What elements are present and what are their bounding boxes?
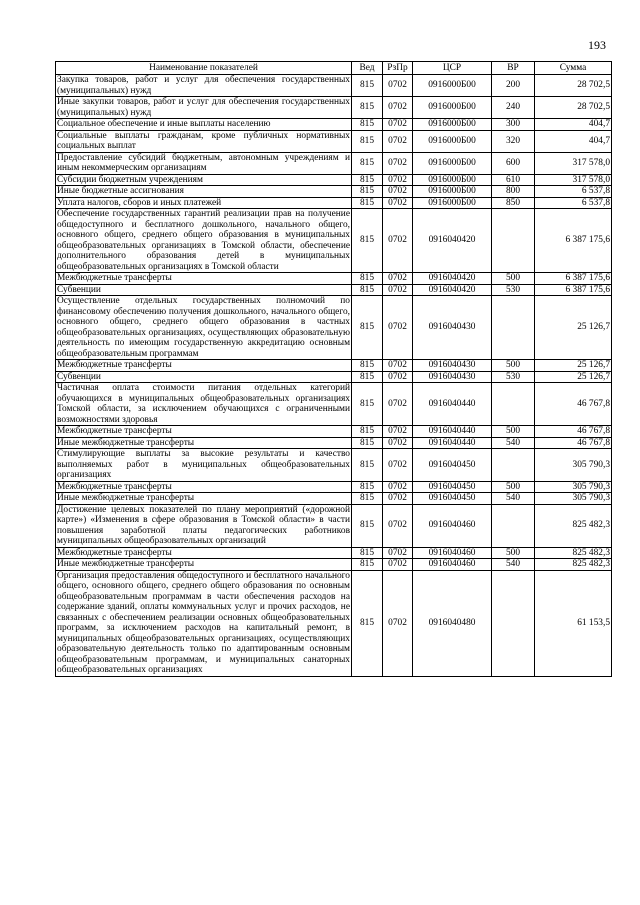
- cell-ved: 815: [352, 296, 383, 360]
- cell-name: Социальное обеспечение и иные выплаты населению: [56, 119, 352, 131]
- cell-rzpr: 0702: [383, 273, 413, 285]
- cell-name: Субсидии бюджетным учреждениям: [56, 174, 352, 186]
- table-row: [56, 186, 612, 198]
- cell-ved: 815: [352, 383, 383, 426]
- cell-ved: 815: [352, 559, 383, 571]
- cell-sum: 28 702,5: [535, 75, 612, 97]
- cell-vr: 850: [492, 197, 535, 209]
- cell-name: Стимулирующие выплаты за высокие результаты и качество выполняемых работ в муниципальных общеобразовательных организациях: [57, 449, 350, 480]
- cell-ved: 815: [352, 284, 383, 296]
- table-row: [56, 570, 612, 676]
- cell-sum: 25 126,7: [535, 296, 612, 360]
- cell-sum: 305 790,3: [535, 449, 612, 482]
- cell-csr: 0916000Б00: [413, 119, 492, 131]
- table-header-row: [56, 62, 612, 75]
- cell-sum: 46 767,8: [535, 437, 612, 449]
- cell-vr: [492, 383, 535, 426]
- cell-sum: 28 702,5: [535, 97, 612, 119]
- cell-csr: 0916000Б00: [413, 186, 492, 198]
- table-row: [56, 273, 612, 285]
- cell-name: Субвенции: [56, 371, 352, 383]
- cell-sum: 404,7: [535, 119, 612, 131]
- cell-name: Субвенции: [56, 284, 352, 296]
- table-row: [56, 296, 612, 360]
- cell-sum: 6 387 175,6: [535, 209, 612, 273]
- table-row: [56, 197, 612, 209]
- cell-csr: 0916000Б00: [413, 130, 492, 152]
- cell-ved: 815: [352, 371, 383, 383]
- cell-csr: 0916000Б00: [413, 152, 492, 174]
- cell-rzpr: 0702: [383, 97, 413, 119]
- cell-name: Социальные выплаты гражданам, кроме публичных нормативных социальных выплат: [57, 130, 350, 151]
- cell-rzpr: 0702: [383, 209, 413, 273]
- cell-rzpr: 0702: [383, 197, 413, 209]
- cell-vr: [492, 570, 535, 676]
- cell-ved: 815: [352, 174, 383, 186]
- cell-csr: 0916040420: [413, 284, 492, 296]
- cell-sum: 6 387 175,6: [535, 284, 612, 296]
- cell-rzpr: 0702: [383, 130, 413, 152]
- table-row: [56, 559, 612, 571]
- cell-ved: 815: [352, 75, 383, 97]
- cell-name: Иные межбюджетные трансферты: [56, 437, 352, 449]
- cell-ved: 815: [352, 130, 383, 152]
- cell-name: Иные межбюджетные трансферты: [56, 559, 352, 571]
- cell-csr: 0916040420: [413, 209, 492, 273]
- cell-ved: 815: [352, 97, 383, 119]
- cell-ved: 815: [352, 504, 383, 547]
- cell-csr: 0916040430: [413, 360, 492, 372]
- cell-ved: 815: [352, 547, 383, 559]
- budget-table: [55, 61, 612, 677]
- table-row: [56, 437, 612, 449]
- cell-vr: 500: [492, 481, 535, 493]
- cell-sum: 305 790,3: [535, 493, 612, 505]
- table-row: [56, 209, 612, 273]
- cell-vr: 320: [492, 130, 535, 152]
- cell-name: Обеспечение государственных гарантий реализации прав на получение общедоступного и бесплатного дошкольного, начального общего, основного общего, среднего общего образования в муниципальных общеобразовательных организациях в Томской области, обеспечение дополнительного образования детей в муниципальных общеобразовательных организациях в Томской области: [57, 209, 350, 272]
- cell-vr: 540: [492, 559, 535, 571]
- cell-name: Межбюджетные трансферты: [56, 360, 352, 372]
- cell-sum: 46 767,8: [535, 383, 612, 426]
- header-sum: Сумма: [535, 62, 612, 75]
- cell-csr: 0916040440: [413, 426, 492, 438]
- cell-sum: 46 767,8: [535, 426, 612, 438]
- cell-vr: [492, 296, 535, 360]
- cell-ved: 815: [352, 360, 383, 372]
- cell-rzpr: 0702: [383, 481, 413, 493]
- cell-csr: 0916040460: [413, 504, 492, 547]
- cell-rzpr: 0702: [383, 426, 413, 438]
- cell-csr: 0916040450: [413, 481, 492, 493]
- cell-name: Иные бюджетные ассигнования: [56, 186, 352, 198]
- cell-name: Иные закупки товаров, работ и услуг для обеспечения государственных (муниципальных) нужд: [57, 97, 350, 118]
- cell-csr: 0916000Б00: [413, 97, 492, 119]
- cell-csr: 0916040460: [413, 559, 492, 571]
- cell-rzpr: 0702: [383, 449, 413, 482]
- cell-csr: 0916000Б00: [413, 75, 492, 97]
- cell-vr: 500: [492, 360, 535, 372]
- cell-sum: 825 482,3: [535, 504, 612, 547]
- cell-sum: 6 537,8: [535, 186, 612, 198]
- cell-sum: 825 482,3: [535, 559, 612, 571]
- table-row: [56, 75, 612, 97]
- cell-csr: 0916000Б00: [413, 197, 492, 209]
- cell-rzpr: 0702: [383, 493, 413, 505]
- table-row: [56, 360, 612, 372]
- cell-csr: 0916040430: [413, 371, 492, 383]
- cell-ved: 815: [352, 186, 383, 198]
- table-row: [56, 152, 612, 174]
- cell-sum: 317 578,0: [535, 152, 612, 174]
- cell-vr: 300: [492, 119, 535, 131]
- table-row: [56, 504, 612, 547]
- cell-sum: 25 126,7: [535, 371, 612, 383]
- cell-ved: 815: [352, 426, 383, 438]
- cell-sum: 305 790,3: [535, 481, 612, 493]
- header-vr: ВР: [492, 62, 535, 75]
- cell-vr: 200: [492, 75, 535, 97]
- cell-rzpr: 0702: [383, 284, 413, 296]
- cell-ved: 815: [352, 437, 383, 449]
- cell-rzpr: 0702: [383, 119, 413, 131]
- table-row: [56, 481, 612, 493]
- cell-name: Организация предоставления общедоступного и бесплатного начального общего, основного общего, среднего общего образования по основным общеобразовательным программам в части обеспечения расходов на содержание зданий, оплаты коммунальных услуг и прочих расходов, не связанных с обеспечением реализации основных общеобразовательных программ, за исключением расходов на капитальный ремонт, в муниципальных общеобразовательных организациях, осуществляющих образовательную деятельность только по адаптированным основным общеобразовательным программам, и муниципальных санаторных общеобразовательных организациях: [57, 570, 350, 675]
- table-row: [56, 547, 612, 559]
- cell-vr: [492, 449, 535, 482]
- cell-name: Закупка товаров, работ и услуг для обеспечения государственных (муниципальных) нужд: [57, 75, 350, 96]
- cell-vr: 500: [492, 426, 535, 438]
- cell-name: Иные межбюджетные трансферты: [56, 493, 352, 505]
- cell-csr: 0916040440: [413, 383, 492, 426]
- cell-name: Уплата налогов, сборов и иных платежей: [56, 197, 352, 209]
- cell-name: Межбюджетные трансферты: [56, 426, 352, 438]
- cell-rzpr: 0702: [383, 437, 413, 449]
- cell-vr: [492, 209, 535, 273]
- cell-ved: 815: [352, 481, 383, 493]
- table-row: [56, 119, 612, 131]
- cell-ved: 815: [352, 570, 383, 676]
- cell-csr: 0916040480: [413, 570, 492, 676]
- cell-sum: 25 126,7: [535, 360, 612, 372]
- cell-sum: 6 537,8: [535, 197, 612, 209]
- cell-rzpr: 0702: [383, 174, 413, 186]
- table-row: [56, 426, 612, 438]
- table-row: [56, 130, 612, 152]
- cell-csr: 0916040450: [413, 449, 492, 482]
- table-row: [56, 371, 612, 383]
- cell-rzpr: 0702: [383, 371, 413, 383]
- table-row: [56, 97, 612, 119]
- cell-rzpr: 0702: [383, 547, 413, 559]
- cell-ved: 815: [352, 197, 383, 209]
- cell-sum: 317 578,0: [535, 174, 612, 186]
- cell-rzpr: 0702: [383, 152, 413, 174]
- cell-csr: 0916040430: [413, 296, 492, 360]
- cell-name: Осуществление отдельных государственных полномочий по финансовому обеспечению получения дошкольного, начального общего, основного общего, среднего общего образования в частных общеобразовательных организациях, осуществляющих образовательную деятельность по имеющим государственную аккредитацию основным общеобразовательным программам: [57, 296, 350, 359]
- cell-csr: 0916040450: [413, 493, 492, 505]
- table-row: [56, 284, 612, 296]
- cell-rzpr: 0702: [383, 186, 413, 198]
- cell-vr: 600: [492, 152, 535, 174]
- cell-vr: [492, 504, 535, 547]
- cell-name: Межбюджетные трансферты: [56, 481, 352, 493]
- cell-vr: 240: [492, 97, 535, 119]
- cell-vr: 530: [492, 371, 535, 383]
- cell-name: Достижение целевых показателей по плану мероприятий («дорожной карте») «Изменения в сфере образования в Томской области» в части повышения заработной платы педагогических работников муниципальных общеобразовательных организаций: [57, 504, 350, 546]
- cell-rzpr: 0702: [383, 296, 413, 360]
- table-row: [56, 383, 612, 426]
- table-row: [56, 493, 612, 505]
- cell-rzpr: 0702: [383, 504, 413, 547]
- cell-ved: 815: [352, 273, 383, 285]
- cell-sum: 825 482,3: [535, 547, 612, 559]
- cell-sum: 6 387 175,6: [535, 273, 612, 285]
- cell-rzpr: 0702: [383, 75, 413, 97]
- cell-vr: 800: [492, 186, 535, 198]
- cell-sum: 404,7: [535, 130, 612, 152]
- cell-ved: 815: [352, 119, 383, 131]
- header-ved: Вед: [352, 62, 383, 75]
- table-row: [56, 449, 612, 482]
- cell-csr: 0916000Б00: [413, 174, 492, 186]
- cell-ved: 815: [352, 449, 383, 482]
- cell-vr: 500: [492, 547, 535, 559]
- cell-vr: 540: [492, 437, 535, 449]
- page-number: 193: [588, 38, 606, 52]
- cell-vr: 530: [492, 284, 535, 296]
- header-name: Наименование показателей: [56, 62, 352, 75]
- cell-sum: 61 153,5: [535, 570, 612, 676]
- cell-name: Предоставление субсидий бюджетным, автономным учреждениям и иным некоммерческим организациям: [57, 152, 350, 173]
- cell-rzpr: 0702: [383, 383, 413, 426]
- cell-ved: 815: [352, 152, 383, 174]
- cell-name: Частичная оплата стоимости питания отдельных категорий обучающихся в муниципальных общеобразовательных организациях Томской области, за исключением обучающихся с ограниченными возможностями здоровья: [57, 383, 350, 425]
- cell-rzpr: 0702: [383, 360, 413, 372]
- cell-name: Межбюджетные трансферты: [56, 273, 352, 285]
- cell-name: Межбюджетные трансферты: [56, 547, 352, 559]
- cell-csr: 0916040460: [413, 547, 492, 559]
- table-row: [56, 174, 612, 186]
- cell-vr: 540: [492, 493, 535, 505]
- cell-ved: 815: [352, 209, 383, 273]
- cell-csr: 0916040440: [413, 437, 492, 449]
- cell-vr: 500: [492, 273, 535, 285]
- header-csr: ЦСР: [413, 62, 492, 75]
- cell-rzpr: 0702: [383, 559, 413, 571]
- cell-ved: 815: [352, 493, 383, 505]
- cell-rzpr: 0702: [383, 570, 413, 676]
- cell-vr: 610: [492, 174, 535, 186]
- cell-csr: 0916040420: [413, 273, 492, 285]
- header-rzpr: РзПр: [383, 62, 413, 75]
